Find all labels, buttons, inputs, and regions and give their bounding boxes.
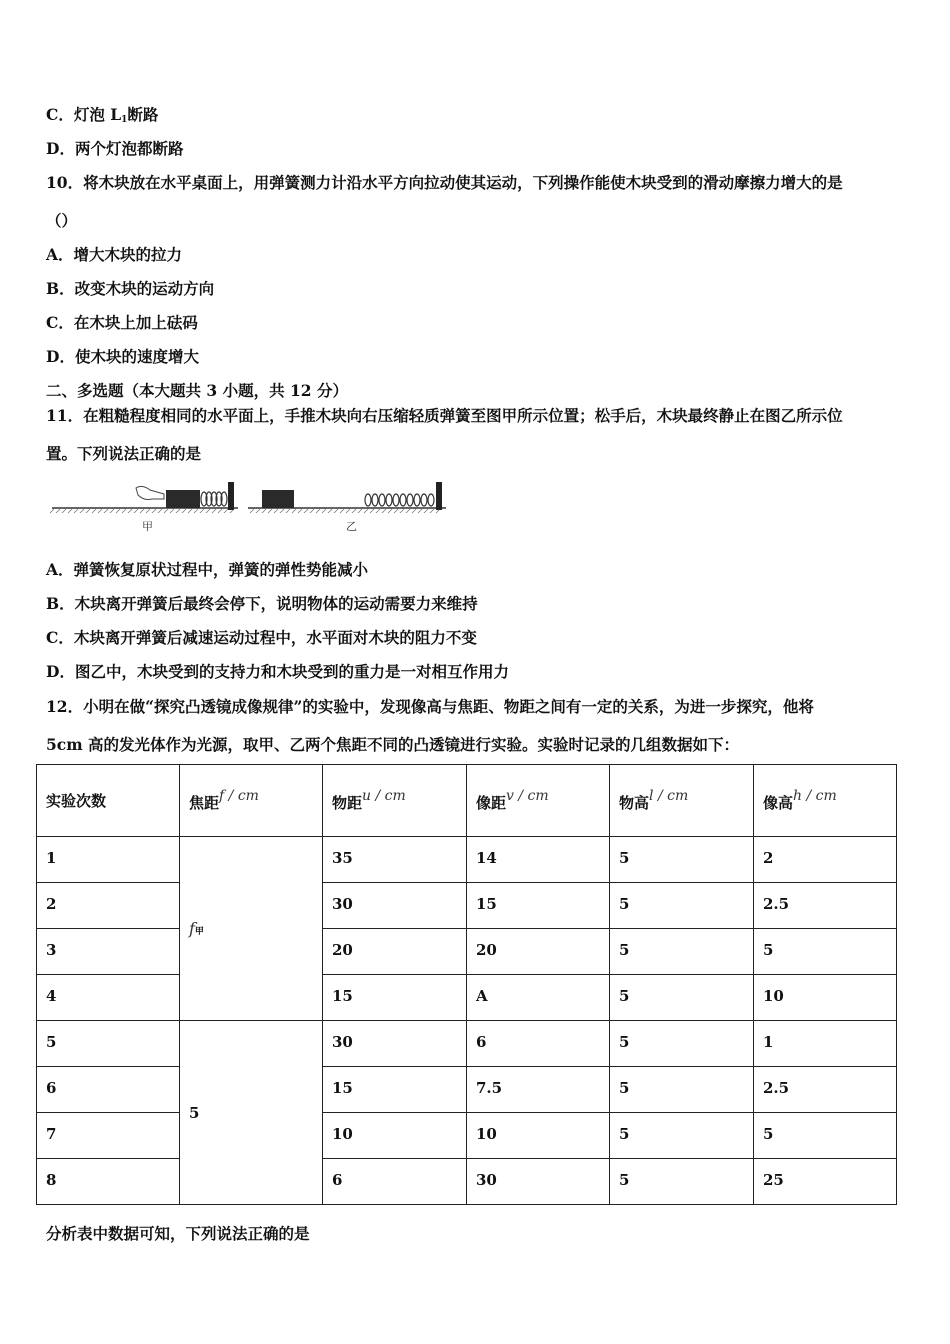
cell-l: 5 [610, 1159, 754, 1205]
option-d-q10: D．使木块的速度增大 [46, 347, 199, 366]
cell-l: 5 [610, 929, 754, 975]
cell-v: 6 [467, 1021, 610, 1067]
cell-focal-group-2: 5 [180, 1021, 323, 1205]
question-12: 12．小明在做“探究凸透镜成像规律”的实验中，发现像高与焦距、物距之间有一定的关系，为进一步探究，他将 [46, 697, 814, 716]
question-11-cont: 置。下列说法正确的是 [46, 444, 202, 463]
option-b-q11: B．木块离开弹簧后最终会停下，说明物体的运动需要力来维持 [46, 594, 478, 613]
cell-trial: 2 [37, 883, 180, 929]
option-d-q11: D．图乙中，木块受到的支持力和木块受到的重力是一对相互作用力 [46, 662, 509, 681]
cell-focal-group-1: f甲 [180, 837, 323, 1021]
header-image-distance: 像距v / cm [467, 765, 610, 837]
cell-v: 14 [467, 837, 610, 883]
cell-h: 2.5 [754, 1067, 897, 1113]
cell-h: 2.5 [754, 883, 897, 929]
cell-l: 5 [610, 837, 754, 883]
table-row [37, 975, 897, 1021]
cell-u: 20 [323, 929, 467, 975]
cell-trial: 4 [37, 975, 180, 1021]
cell-u: 15 [323, 1067, 467, 1113]
figure-label-jia: 甲 [142, 520, 153, 533]
table-row [37, 1113, 897, 1159]
option-c-q9: C．灯泡 $L_1$断路 [46, 105, 159, 125]
question-10-paren: （） [46, 211, 78, 230]
question-12-cont: 5cm 高的发光体作为光源，取甲、乙两个焦距不同的凸透镜进行实验。实验时记录的几组数据如下： [46, 735, 740, 754]
cell-l: 5 [610, 1067, 754, 1113]
cell-trial: 3 [37, 929, 180, 975]
cell-trial: 8 [37, 1159, 180, 1205]
cell-h: 2 [754, 837, 897, 883]
option-d-q9: D．两个灯泡都断路 [46, 139, 184, 158]
cell-u: 10 [323, 1113, 467, 1159]
table-row [37, 929, 897, 975]
header-image-height: 像高h / cm [754, 765, 897, 837]
table-row [37, 837, 897, 883]
cell-h: 5 [754, 929, 897, 975]
figure-yi [248, 482, 446, 533]
header-focal: 焦距f / cm [180, 765, 323, 837]
cell-u: 35 [323, 837, 467, 883]
option-c-q11: C．木块离开弹簧后减速运动过程中，水平面对木块的阻力不变 [46, 628, 477, 647]
cell-u: 30 [323, 883, 467, 929]
table-row [37, 1067, 897, 1113]
cell-v: 30 [467, 1159, 610, 1205]
option-c-q10: C．在木块上加上砝码 [46, 313, 198, 332]
cell-h: 1 [754, 1021, 897, 1067]
table-row [37, 1159, 897, 1205]
header-object-height: 物高l / cm [610, 765, 754, 837]
cell-u: 30 [323, 1021, 467, 1067]
header-trial: 实验次数 [37, 765, 180, 837]
figure-jia [50, 482, 238, 533]
cell-u: 6 [323, 1159, 467, 1205]
cell-l: 5 [610, 975, 754, 1021]
cell-h: 10 [754, 975, 897, 1021]
cell-v: 20 [467, 929, 610, 975]
question-10: 10．将木块放在水平桌面上，用弹簧测力计沿水平方向拉动使其运动，下列操作能使木块受到的滑动摩擦力增大的是 [46, 173, 843, 192]
cell-u: 15 [323, 975, 467, 1021]
cell-v: 7.5 [467, 1067, 610, 1113]
analysis-prompt: 分析表中数据可知，下列说法正确的是 [46, 1224, 310, 1243]
option-a-q11: A．弹簧恢复原状过程中，弹簧的弹性势能减小 [46, 560, 369, 579]
table-row [37, 883, 897, 929]
table-header-row [37, 765, 897, 837]
question-11: 11．在粗糙程度相同的水平面上，手推木块向右压缩轻质弹簧至图甲所示位置；松手后，木块最终静止在图乙所示位 [46, 406, 843, 425]
figure-label-yi: 乙 [346, 520, 357, 533]
option-b-q10: B．改变木块的运动方向 [46, 279, 215, 298]
data-table [36, 764, 897, 1205]
cell-l: 5 [610, 1113, 754, 1159]
cell-h: 5 [754, 1113, 897, 1159]
table-row [37, 1021, 897, 1067]
spring-block-figure [50, 478, 450, 534]
cell-h: 25 [754, 1159, 897, 1205]
cell-trial: 7 [37, 1113, 180, 1159]
cell-l: 5 [610, 883, 754, 929]
cell-trial: 5 [37, 1021, 180, 1067]
cell-v: 10 [467, 1113, 610, 1159]
cell-trial: 6 [37, 1067, 180, 1113]
cell-trial: 1 [37, 837, 180, 883]
cell-v: A [467, 975, 610, 1021]
option-a-q10: A．增大木块的拉力 [46, 245, 183, 264]
section-heading: 二、多选题（本大题共 3 小题，共 12 分） [46, 381, 348, 400]
cell-v: 15 [467, 883, 610, 929]
header-object-distance: 物距u / cm [323, 765, 467, 837]
cell-l: 5 [610, 1021, 754, 1067]
